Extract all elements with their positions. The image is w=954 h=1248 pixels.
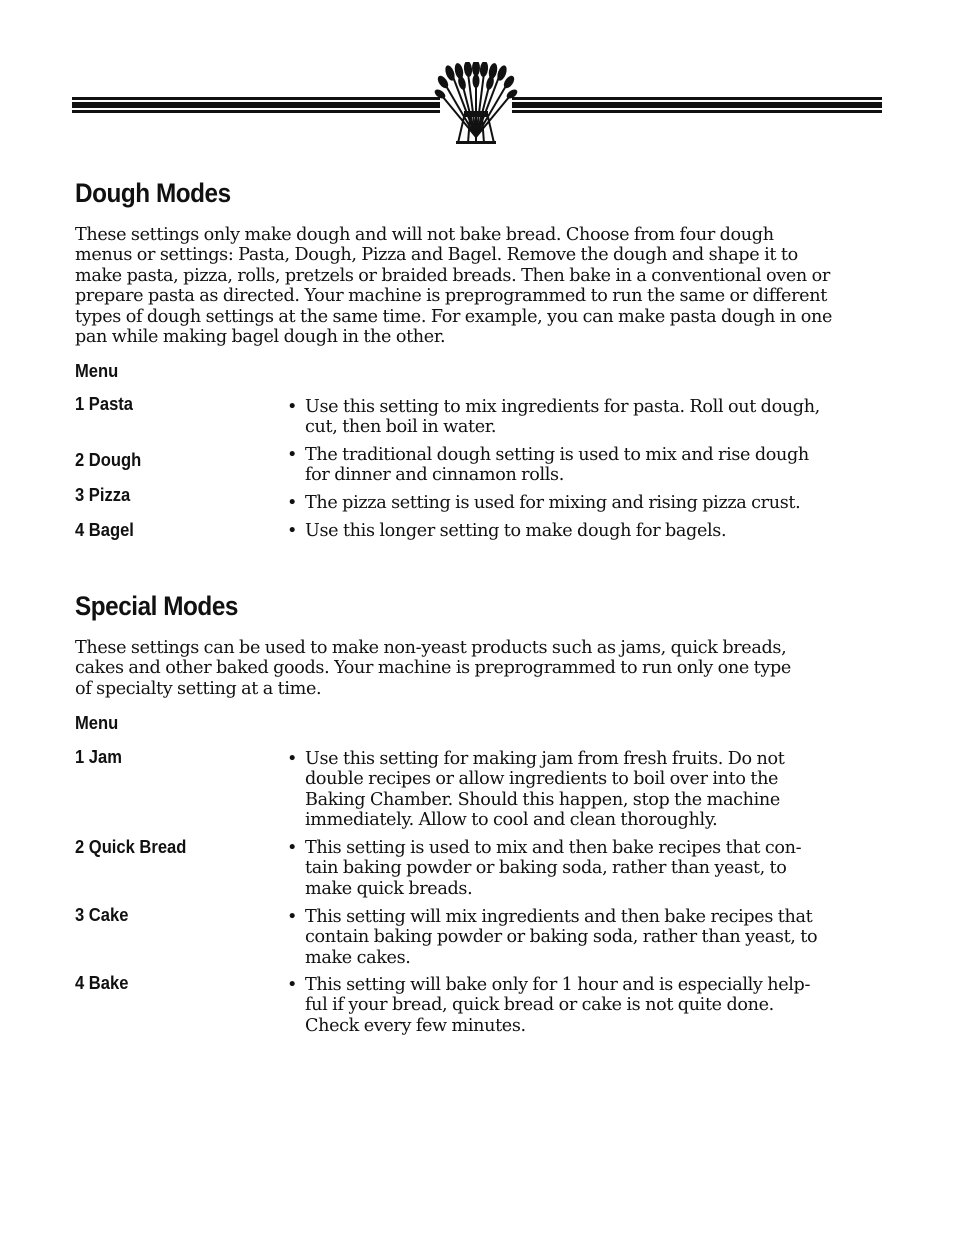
dough-item-label-pizza: 3 Pizza xyxy=(75,485,131,505)
dough-item-desc-bagel xyxy=(287,521,817,541)
header-rule-right xyxy=(512,97,882,113)
desc-line: make quick breads. xyxy=(305,878,473,899)
special-intro-line: These settings can be used to make non-yeast products such as jams, quick breads, xyxy=(75,638,787,658)
dough-intro-line: menus or settings: Pasta, Dough, Pizza and Bagel. Remove the dough and shape it to xyxy=(75,245,798,266)
dough-item-label-pasta: 1 Pasta xyxy=(75,394,134,414)
dough-item-desc-pizza xyxy=(287,493,817,513)
special-modes-intro xyxy=(75,638,791,699)
bullet-icon: • xyxy=(287,397,298,417)
special-item-desc-cake xyxy=(287,907,817,968)
desc-line: The pizza setting is used for mixing and rising pizza crust. xyxy=(305,493,801,513)
bullet-icon: • xyxy=(287,749,298,769)
dough-modes-intro xyxy=(75,225,832,347)
desc-line: ful if your bread, quick bread or cake is not quite done. xyxy=(305,995,774,1016)
dough-item-label-bagel: 4 Bagel xyxy=(75,520,134,540)
desc-line: This setting will bake only for 1 hour and is especially help- xyxy=(305,975,811,995)
header-rule-left xyxy=(72,97,440,113)
desc-line: Check every few minutes. xyxy=(305,1015,526,1036)
dough-intro-line: prepare pasta as directed. Your machine is preprogrammed to run the same or different xyxy=(75,286,827,307)
header-rule xyxy=(72,62,882,152)
dough-intro-line: These settings only make dough and will not bake bread. Choose from four dough xyxy=(75,225,774,245)
dough-intro-line: make pasta, pizza, rolls, pretzels or braided breads. Then bake in a conventional oven or xyxy=(75,265,830,286)
desc-line: Baking Chamber. Should this happen, stop the machine xyxy=(305,789,780,810)
dough-item-desc-pasta xyxy=(287,397,820,438)
bullet-icon: • xyxy=(287,838,298,858)
desc-line: double recipes or allow ingredients to boil over into the xyxy=(305,769,779,790)
special-intro-line: cakes and other baked goods. Your machine is preprogrammed to run only one type xyxy=(75,658,791,679)
desc-line: Use this longer setting to make dough for bagels. xyxy=(305,521,727,541)
dough-modes-heading: Dough Modes xyxy=(75,178,231,208)
desc-line: Use this setting to mix ingredients for pasta. Roll out dough, xyxy=(305,397,820,417)
special-modes-heading: Special Modes xyxy=(75,591,238,621)
special-item-desc-jam xyxy=(287,749,817,831)
desc-line: for dinner and cinnamon rolls. xyxy=(305,465,564,486)
desc-line: tain baking powder or baking soda, rather than yeast, to xyxy=(305,858,787,879)
dough-item-label-dough: 2 Dough xyxy=(75,450,142,470)
desc-line: This setting will mix ingredients and then bake recipes that xyxy=(305,907,813,927)
desc-line: contain baking powder or baking soda, rather than yeast, to xyxy=(305,927,818,948)
dough-intro-line: types of dough settings at the same time. For example, you can make pasta dough in one xyxy=(75,306,833,327)
dough-menu-label: Menu xyxy=(75,361,119,381)
desc-line: cut, then boil in water. xyxy=(305,417,497,438)
special-item-label-cake: 3 Cake xyxy=(75,905,129,925)
special-item-desc-quick-bread xyxy=(287,838,817,899)
desc-line: immediately. Allow to cool and clean thoroughly. xyxy=(305,810,718,831)
desc-line: make cakes. xyxy=(305,947,411,968)
desc-line: The traditional dough setting is used to mix and rise dough xyxy=(305,445,809,465)
bullet-icon: • xyxy=(287,975,298,995)
dough-intro-line: pan while making bagel dough in the other. xyxy=(75,327,446,348)
bullet-icon: • xyxy=(287,445,298,465)
bullet-icon: • xyxy=(287,493,298,513)
special-intro-line: of specialty setting at a time. xyxy=(75,678,322,699)
wheat-sheaf-icon xyxy=(433,62,519,144)
bullet-icon: • xyxy=(287,521,298,541)
dough-item-desc-dough xyxy=(287,445,817,486)
special-item-label-quick-bread: 2 Quick Bread xyxy=(75,837,187,857)
desc-line: This setting is used to mix and then bake recipes that con- xyxy=(305,838,802,858)
special-menu-label: Menu xyxy=(75,713,119,733)
desc-line: Use this setting for making jam from fresh fruits. Do not xyxy=(305,749,785,769)
special-item-label-jam: 1 Jam xyxy=(75,747,122,767)
special-item-label-bake: 4 Bake xyxy=(75,973,129,993)
special-item-desc-bake xyxy=(287,975,817,1036)
bullet-icon: • xyxy=(287,907,298,927)
